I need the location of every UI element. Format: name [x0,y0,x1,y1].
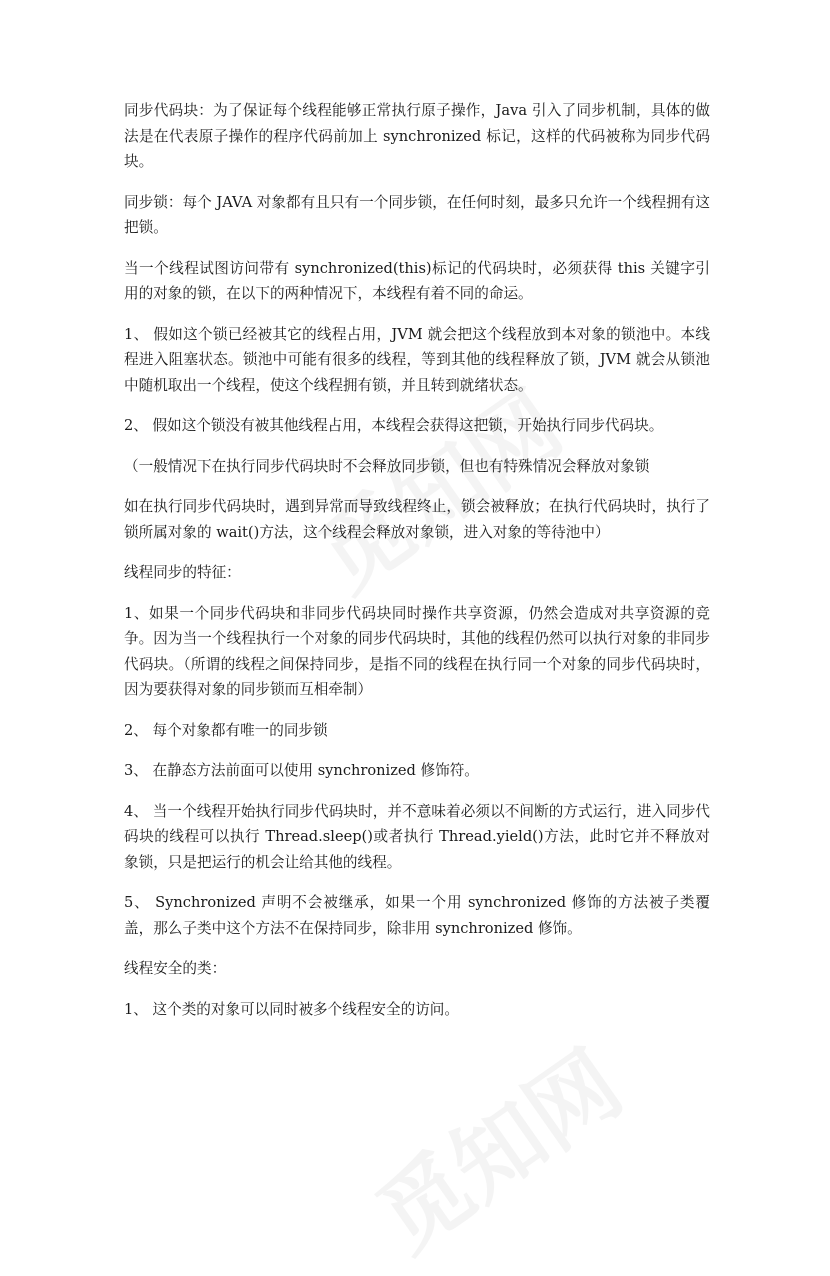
paragraph-feature-1: 1、如果一个同步代码块和非同步代码块同时操作共享资源，仍然会造成对共享资源的竞争。因为当一个线程执行一个对象的同步代码块时，其他的线程仍然可以执行对象的非同步代码块。（所谓的线程之间保持同步，是指不同的线程在执行同一个对象的同步代码块时，因为要获得对象的同步锁而互相牵制） [124,604,710,698]
paragraph-thread-safe-1: 1、 这个类的对象可以同时被多个线程安全的访问。 [124,1000,459,1018]
paragraph-sync-lock-definition: 同步锁：每个 JAVA 对象都有且只有一个同步锁，在任何时刻，最多只允许一个线程拥有这把锁。 [124,193,710,236]
paragraph-note-detail: 如在执行同步代码块时，遇到异常而导致线程终止，锁会被释放；在执行代码块时，执行了锁所属对象的 wait()方法，这个线程会释放对象锁，进入对象的等待池中） [124,498,710,541]
document-body [124,98,710,1037]
paragraph-case-1: 1、 假如这个锁已经被其它的线程占用，JVM 就会把这个线程放到本对象的锁池中。本线程进入阻塞状态。锁池中可能有很多的线程，等到其他的线程释放了锁，JVM 就会从锁池中随机取出一个线程，使这个线程拥有锁，并且转到就绪状态。 [124,325,710,394]
paragraph-sync-block-definition: 同步代码块：为了保证每个线程能够正常执行原子操作，Java 引入了同步机制，具体的做法是在代表原子操作的程序代码前加上 synchronized 标记，这样的代码被称为同步代码块。 [124,102,710,170]
heading-sync-features: 线程同步的特征： [124,564,241,581]
paragraph-feature-3: 3、 在静态方法前面可以使用 synchronized 修饰符。 [124,762,479,779]
paragraph-thread-access: 当一个线程试图访问带有 synchronized(this)标记的代码块时，必须获得 this 关键字引用的对象的锁，在以下的两种情况下，本线程有着不同的命运。 [124,259,710,302]
paragraph-feature-2: 2、 每个对象都有唯一的同步锁 [124,721,328,739]
paragraph-case-2: 2、 假如这个锁没有被其他线程占用，本线程会获得这把锁，开始执行同步代码块。 [124,417,664,434]
paragraph-feature-5: 5、 Synchronized 声明不会被继承，如果一个用 synchronized 修饰的方法被子类覆盖，那么子类中这个方法不在保持同步，除非用 synchronized 修饰。 [124,894,710,937]
heading-thread-safe-class: 线程安全的类： [124,960,227,977]
watermark [347,1014,643,1275]
paragraph-note-open: （一般情况下在执行同步代码块时不会释放同步锁，但也有特殊情况会释放对象锁 [124,457,650,475]
paragraph-feature-4: 4、 当一个线程开始执行同步代码块时，并不意味着必须以不间断的方式运行，进入同步代码块的线程可以执行 Thread.sleep()或者执行 Thread.yield()方法，此时它并不释放对象锁，只是把运行的机会让给其他的线程。 [124,802,710,871]
